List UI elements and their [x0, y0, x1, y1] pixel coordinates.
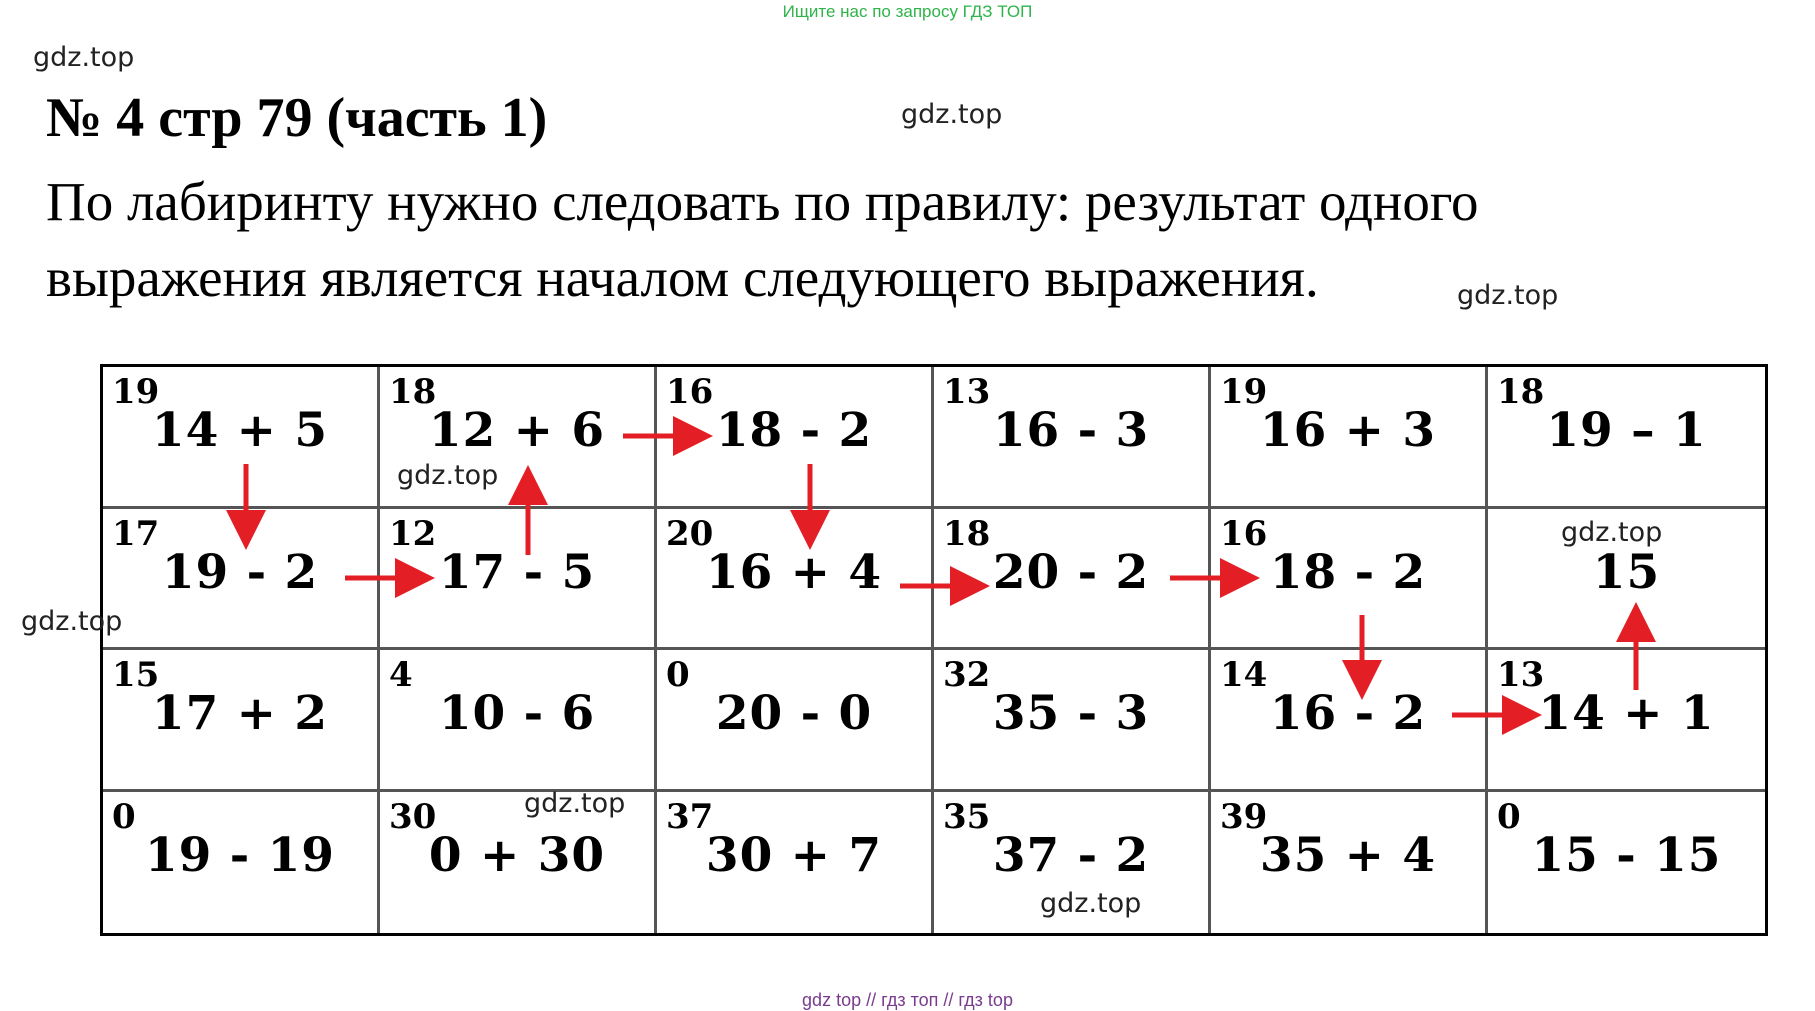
maze-cell [657, 367, 934, 509]
cell-result: 20 [666, 513, 714, 554]
watermark: gdz.top [21, 606, 123, 637]
cell-expression: 14 + 5 [151, 403, 329, 458]
watermark: gdz.top [1561, 517, 1663, 548]
maze-cell [380, 509, 657, 651]
cell-expression: 18 - 2 [1269, 544, 1427, 600]
cell-expression: 18 - 2 [715, 403, 873, 458]
cell-result: 32 [943, 655, 991, 695]
maze-cell [1488, 650, 1765, 792]
watermark: gdz.top [1457, 280, 1559, 311]
cell-expression: 19 – 1 [1546, 403, 1707, 458]
cell-expression: 19 - 19 [144, 827, 336, 883]
cell-result: 13 [1497, 655, 1545, 695]
cell-result: 18 [943, 513, 991, 554]
cell-expression: 37 - 2 [992, 827, 1150, 883]
cell-expression: 15 - 15 [1531, 827, 1722, 883]
cell-result: 39 [1220, 796, 1268, 837]
cell-result: 19 [1220, 372, 1268, 412]
maze-cell [934, 650, 1211, 792]
maze-cell [934, 367, 1211, 509]
cell-expression: 35 + 4 [1259, 827, 1437, 883]
cell-expression: 30 + 7 [705, 827, 883, 883]
cell-expression: 16 - 3 [992, 403, 1150, 458]
maze-cell [1211, 792, 1488, 934]
cell-result: 16 [1220, 513, 1268, 554]
cell-expression: 0 + 30 [428, 827, 606, 883]
maze-cell [103, 650, 380, 792]
watermark: gdz.top [901, 99, 1003, 130]
maze-cell [1211, 509, 1488, 651]
cell-expression: 35 - 3 [992, 686, 1150, 741]
maze-cell [1211, 367, 1488, 509]
maze-cell [934, 509, 1211, 651]
cell-expression: 10 - 6 [438, 686, 596, 741]
cell-expression: 20 - 0 [715, 686, 873, 741]
cell-expression: 20 - 2 [992, 544, 1150, 600]
rule-line-2: выражения является началом следующего выражения. [46, 247, 1319, 308]
maze-cell [657, 792, 934, 934]
cell-result: 13 [943, 372, 991, 412]
cell-result: 0 [666, 655, 690, 695]
cell-expression: 16 + 3 [1259, 403, 1437, 458]
cell-result: 18 [389, 372, 437, 412]
cell-result: 12 [389, 513, 437, 554]
cell-expression: 17 + 2 [151, 686, 329, 741]
maze-cell [1488, 792, 1765, 934]
maze-grid [100, 364, 1768, 936]
watermark: gdz.top [33, 42, 135, 73]
watermark: gdz.top [1040, 888, 1142, 919]
cell-expression: 16 - 2 [1269, 686, 1427, 741]
cell-result: 15 [112, 655, 160, 695]
cell-result: 16 [666, 372, 714, 412]
maze-cell [657, 509, 934, 651]
cell-result: 17 [112, 513, 160, 554]
cell-expression: 15 [1592, 544, 1661, 600]
footer-links[interactable]: gdz top // гдз топ // гдз top [802, 990, 1013, 1010]
cell-result: 4 [389, 655, 413, 695]
watermark: gdz.top [397, 460, 499, 491]
page-title: № 4 стр 79 (часть 1) [46, 87, 548, 149]
cell-expression: 14 + 1 [1538, 686, 1715, 741]
cell-result: 0 [1497, 796, 1521, 837]
maze-cell [380, 650, 657, 792]
maze-cell [1488, 367, 1765, 509]
cell-expression: 16 + 4 [705, 544, 883, 600]
promo-banner[interactable]: Ищите нас по запросу ГДЗ ТОП [782, 2, 1033, 21]
cell-expression: 17 - 5 [438, 544, 596, 600]
watermark: gdz.top [524, 788, 626, 819]
maze-cell [657, 650, 934, 792]
cell-result: 19 [112, 372, 160, 412]
cell-result: 18 [1497, 372, 1545, 412]
maze-cell [1211, 650, 1488, 792]
cell-result: 0 [112, 796, 136, 837]
maze-cell [103, 509, 380, 651]
cell-result: 35 [943, 796, 991, 837]
rule-line-1: По лабиринту нужно следовать по правилу: результат одного [46, 171, 1479, 232]
maze-cell [103, 367, 380, 509]
maze-cell [103, 792, 380, 934]
cell-expression: 19 - 2 [161, 544, 319, 600]
cell-expression: 12 + 6 [428, 403, 606, 458]
cell-result: 30 [389, 796, 437, 837]
cell-result: 14 [1220, 655, 1268, 695]
cell-result: 37 [666, 796, 714, 837]
